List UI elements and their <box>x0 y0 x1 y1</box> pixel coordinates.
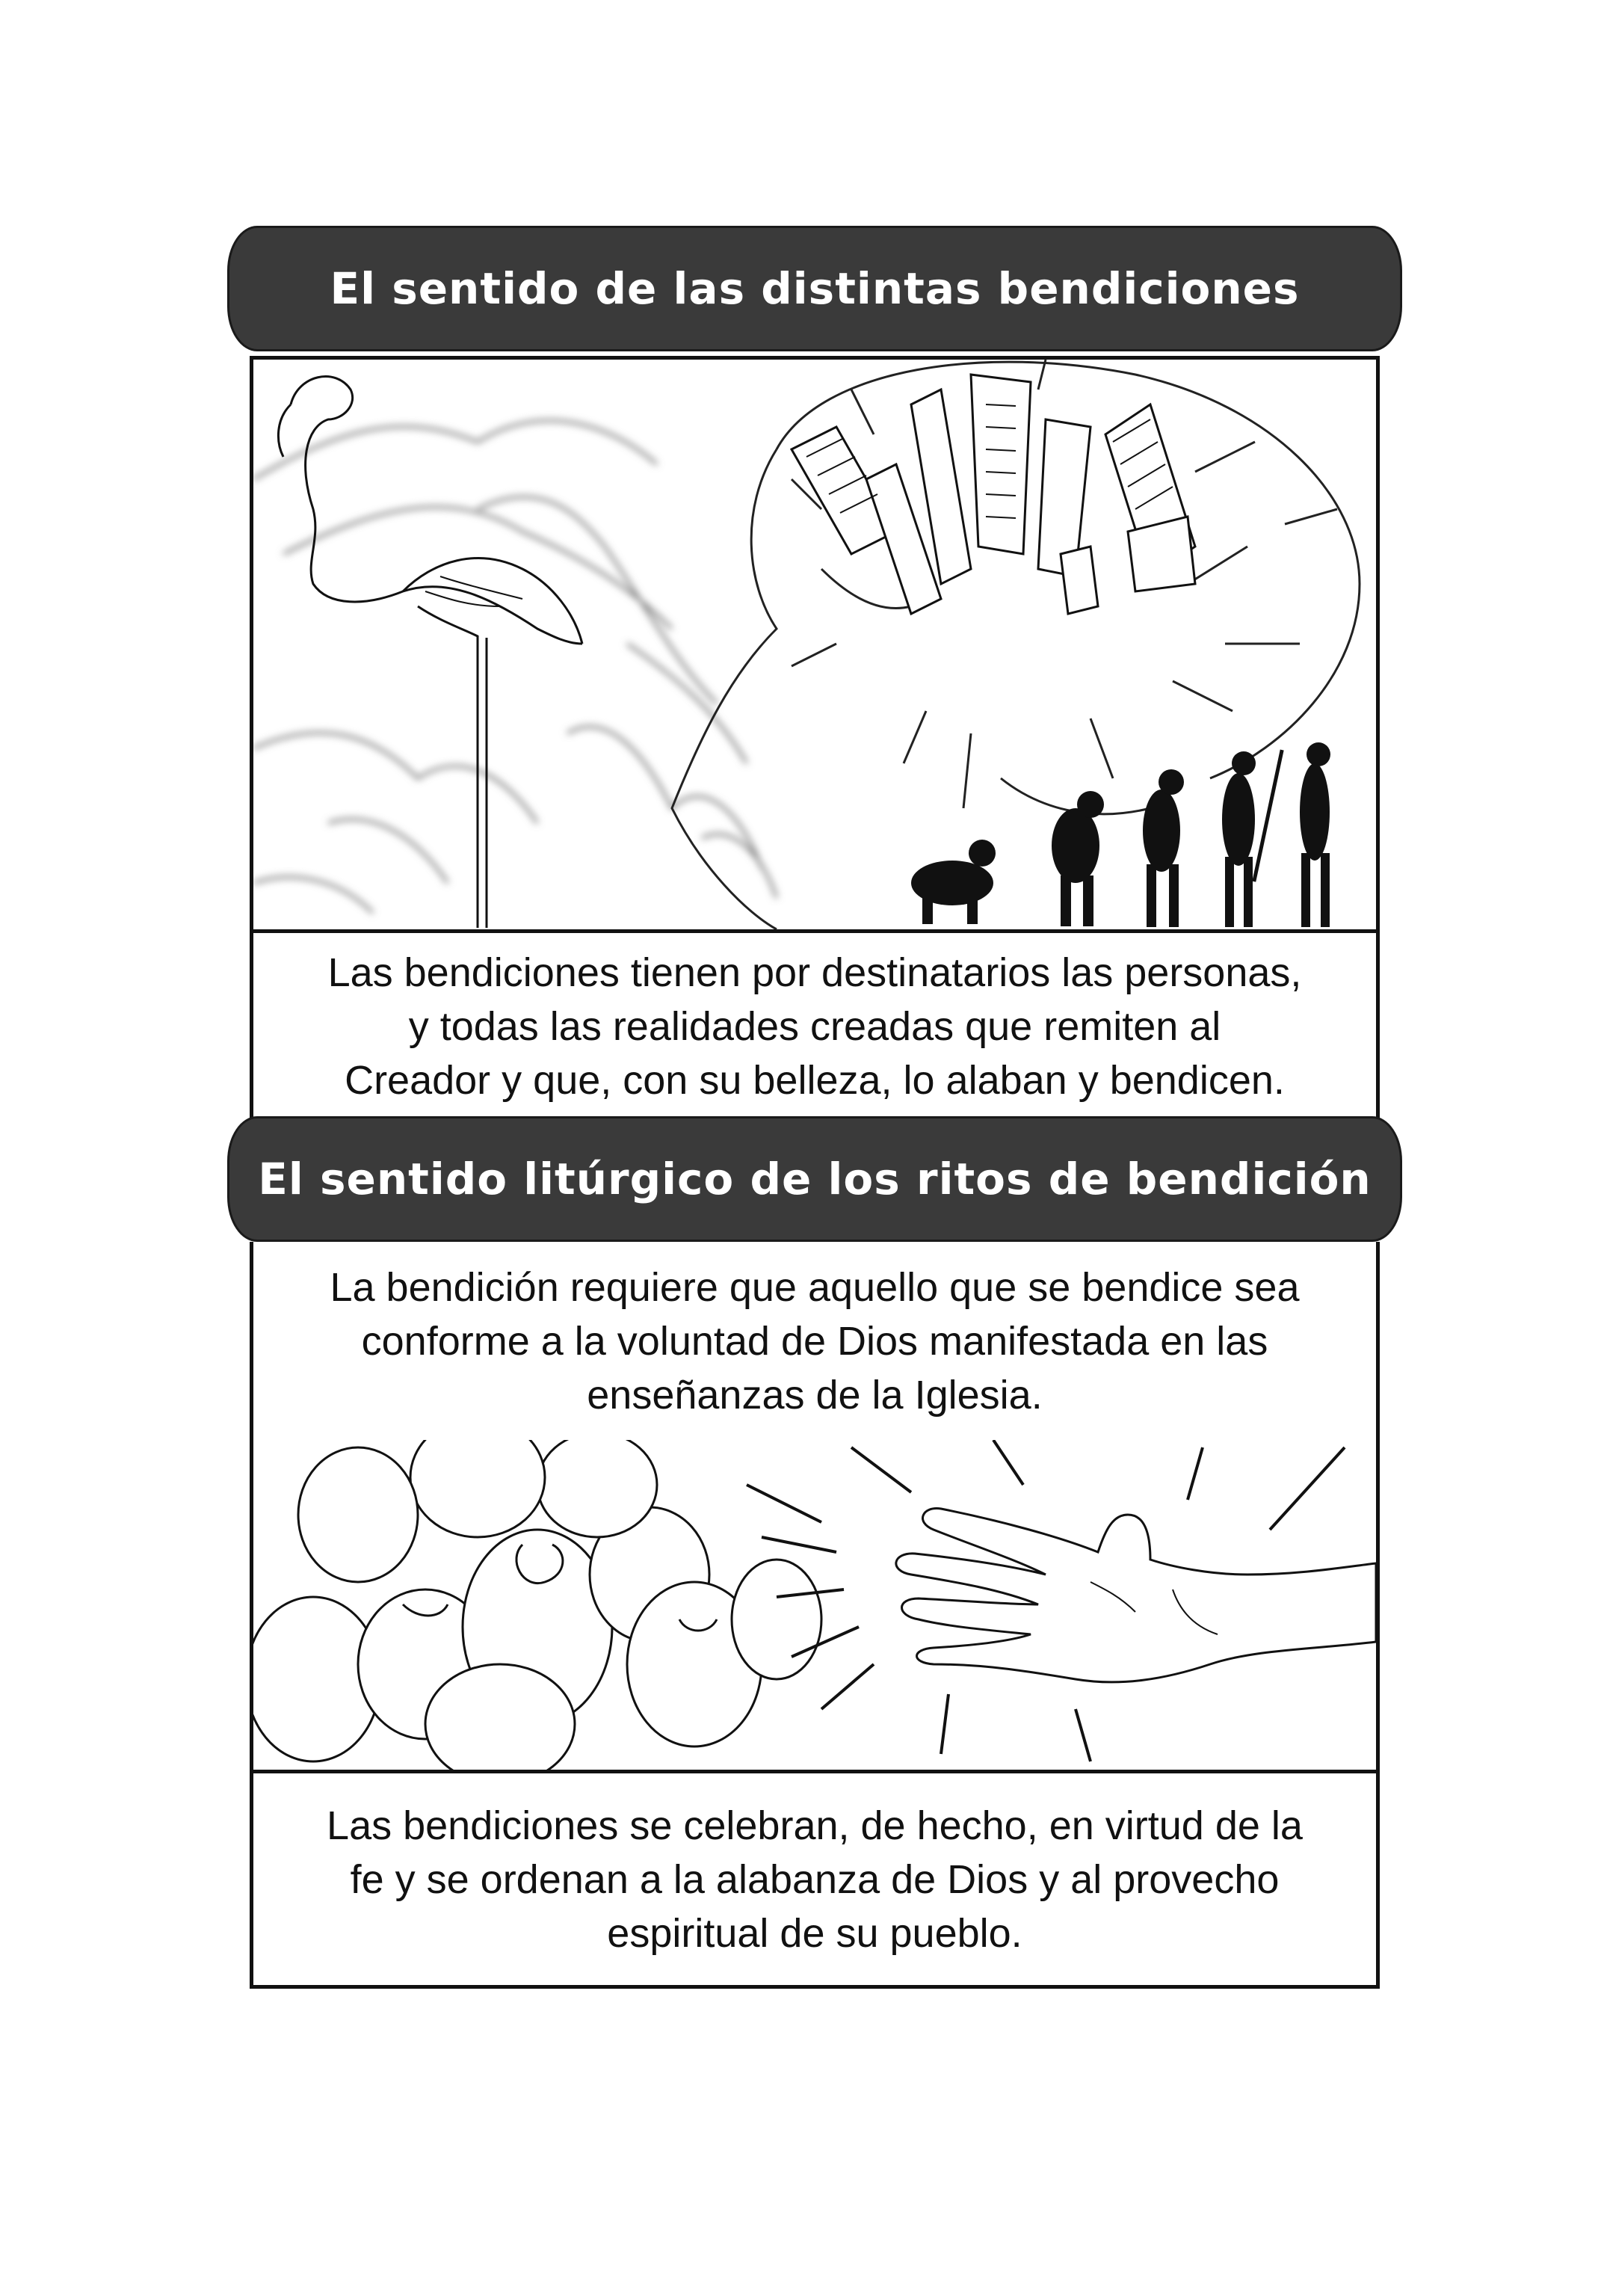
crowd-drawing <box>253 1440 821 1770</box>
caption-box <box>250 1773 1380 1989</box>
section-title: El sentido de las distintas bendiciones <box>330 263 1300 314</box>
caption-line: Las bendiciones se celebran, de hecho, en virtud de la <box>327 1803 1303 1848</box>
blessing-illustration-panel <box>250 1440 1380 1773</box>
intro-line: La bendición requiere que aquello que se bendice sea <box>330 1264 1300 1310</box>
city-buildings <box>792 375 1195 614</box>
mountain-background <box>253 421 777 913</box>
intro-line: enseñanzas de la Iglesia. <box>587 1372 1043 1418</box>
caption-line: espiritual de su pueblo. <box>607 1910 1022 1956</box>
section-title-banner <box>227 226 1402 351</box>
blessing-hand-drawing <box>896 1509 1376 1682</box>
evolution-silhouettes <box>911 742 1330 927</box>
creation-illustration <box>253 360 1376 929</box>
section-title: El sentido litúrgico de los ritos de bendición <box>258 1154 1372 1204</box>
caption-box <box>250 933 1380 1120</box>
intro-line: conforme a la voluntad de Dios manifestada en las <box>361 1318 1268 1364</box>
caption-line: fe y se ordenan a la alabanza de Dios y al provecho <box>350 1856 1280 1902</box>
caption-line: Creador y que, con su belleza, lo alaban y bendicen. <box>345 1058 1285 1103</box>
caption-line: y todas las realidades creadas que remiten al <box>408 1004 1221 1049</box>
blessing-illustration <box>253 1440 1376 1770</box>
flamingo-drawing <box>278 377 582 928</box>
section-title-banner <box>227 1116 1402 1242</box>
creation-illustration-panel <box>250 356 1380 933</box>
caption-line: Las bendiciones tienen por destinatarios las personas, <box>327 950 1302 995</box>
intro-box <box>250 1242 1380 1444</box>
